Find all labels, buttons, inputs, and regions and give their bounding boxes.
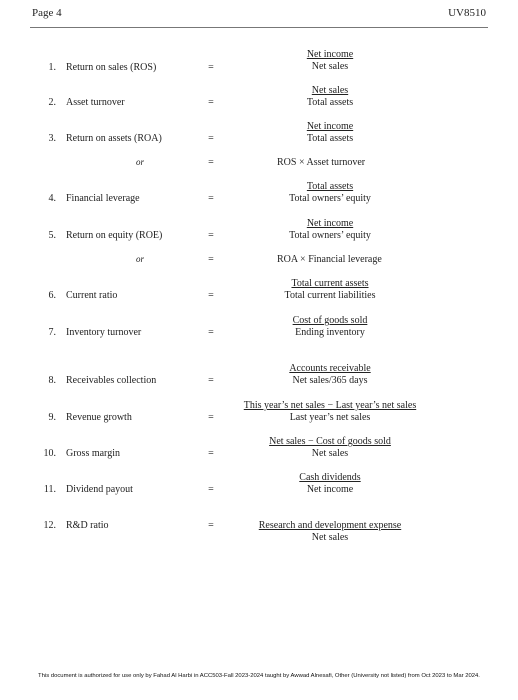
- ratio-name: Asset turnover: [66, 97, 125, 108]
- ratio-number: 10.: [43, 448, 56, 459]
- ratio-number: 7.: [48, 327, 56, 338]
- ratio-fraction: [160, 218, 500, 241]
- equals-sign: =: [208, 412, 214, 423]
- ratio-name: Return on assets (ROA): [66, 133, 162, 144]
- ratio-number: 11.: [43, 484, 56, 495]
- ratio-expression: ROA × Financial leverage: [277, 254, 382, 265]
- ratio-number: 12.: [43, 520, 56, 531]
- ratio-fraction: [160, 472, 500, 495]
- fraction-numerator: Total assets: [306, 181, 354, 192]
- ratio-fraction: [160, 315, 500, 338]
- equals-sign: =: [208, 230, 214, 241]
- equals-sign: =: [208, 62, 214, 73]
- ratio-fraction: [160, 181, 500, 204]
- fraction-numerator: Net sales: [311, 85, 349, 96]
- fraction-denominator: Ending inventory: [295, 327, 365, 338]
- fraction-denominator: Net income: [306, 484, 354, 495]
- fraction-numerator: This year’s net sales − Last year’s net sales: [243, 400, 417, 411]
- ratio-fraction: [160, 278, 500, 301]
- fraction-denominator: Net sales: [311, 448, 349, 459]
- equals-sign: =: [208, 327, 214, 338]
- ratio-number: 1.: [48, 62, 56, 73]
- ratio-fraction: [160, 121, 500, 144]
- fraction-numerator: Research and development expense: [258, 520, 402, 531]
- ratio-number: 5.: [48, 230, 56, 241]
- ratio-number: 8.: [48, 375, 56, 386]
- ratio-name: Inventory turnover: [66, 327, 142, 338]
- fraction-denominator: Net sales: [311, 532, 349, 543]
- equals-sign: =: [208, 97, 214, 108]
- fraction-numerator: Net income: [306, 49, 354, 60]
- ratio-name: Current ratio: [66, 290, 118, 301]
- ratio-name: R&D ratio: [66, 520, 109, 531]
- fraction-denominator: Total assets: [306, 97, 354, 108]
- ratio-name: Dividend payout: [66, 484, 133, 495]
- equals-sign: =: [208, 254, 214, 265]
- fraction-denominator: Total assets: [306, 133, 354, 144]
- ratio-number: 4.: [48, 193, 56, 204]
- authorization-notice: This document is authorized for use only by Fahad Al Harbi in ACC503-Fall 2023-2024 taught by Awwad Alnesafi, Other (University not listed) from Oct 2023 to Mar 2024.: [38, 673, 480, 679]
- or-label: or: [136, 157, 145, 167]
- fraction-denominator: Total owners’ equity: [289, 193, 371, 204]
- fraction-denominator: Total current liabilities: [284, 290, 376, 301]
- ratio-name: Financial leverage: [66, 193, 140, 204]
- ratio-fraction: [160, 436, 500, 459]
- equals-sign: =: [208, 520, 214, 531]
- ratio-name: Return on equity (ROE): [66, 230, 163, 241]
- equals-sign: =: [208, 157, 214, 168]
- equals-sign: =: [208, 290, 214, 301]
- ratio-number: 6.: [48, 290, 56, 301]
- fraction-numerator: Net sales − Cost of goods sold: [269, 436, 391, 447]
- fraction-numerator: Net income: [306, 121, 354, 132]
- ratio-name: Revenue growth: [66, 412, 132, 423]
- ratio-name: Return on sales (ROS): [66, 62, 157, 73]
- ratio-fraction: [160, 400, 500, 423]
- fraction-numerator: Total current assets: [291, 278, 369, 289]
- ratio-fraction: [160, 520, 500, 543]
- ratio-name: Receivables collection: [66, 375, 157, 386]
- or-label: or: [136, 254, 145, 264]
- ratio-number: 3.: [48, 133, 56, 144]
- page-number: Page 4: [32, 7, 62, 19]
- fraction-numerator: Cash dividends: [299, 472, 361, 483]
- ratio-name: Gross margin: [66, 448, 120, 459]
- fraction-denominator: Net sales/365 days: [292, 375, 368, 386]
- fraction-denominator: Total owners’ equity: [289, 230, 371, 241]
- ratio-number: 9.: [48, 412, 56, 423]
- ratio-fraction: [160, 85, 500, 108]
- ratio-fraction: [160, 363, 500, 386]
- document-code: UV8510: [448, 7, 486, 19]
- equals-sign: =: [208, 375, 214, 386]
- fraction-numerator: Cost of goods sold: [292, 315, 368, 326]
- fraction-denominator: Last year’s net sales: [289, 412, 371, 423]
- equals-sign: =: [208, 193, 214, 204]
- ratio-number: 2.: [48, 97, 56, 108]
- fraction-numerator: Net income: [306, 218, 354, 229]
- equals-sign: =: [208, 484, 214, 495]
- ratio-fraction: [160, 49, 500, 72]
- equals-sign: =: [208, 133, 214, 144]
- fraction-denominator: Net sales: [311, 61, 349, 72]
- ratio-expression: ROS × Asset turnover: [277, 157, 366, 168]
- equals-sign: =: [208, 448, 214, 459]
- fraction-numerator: Accounts receivable: [289, 363, 371, 374]
